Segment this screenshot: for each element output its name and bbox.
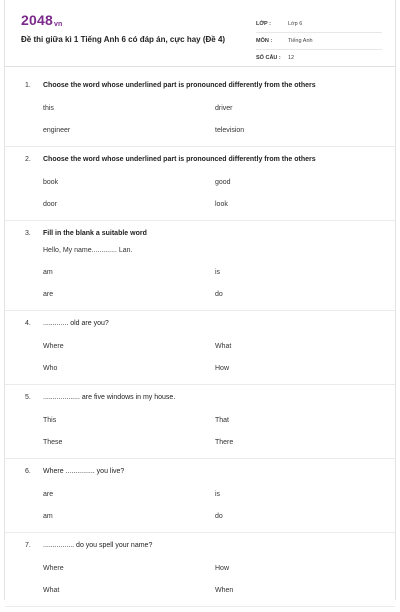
answer-option[interactable]: this <box>43 105 54 112</box>
question-list <box>5 78 395 612</box>
question-number: 7. <box>25 541 31 549</box>
question-number: 1. <box>25 81 31 89</box>
answer-options <box>5 172 395 216</box>
question-5 <box>5 390 395 459</box>
answer-option[interactable]: book <box>43 179 59 186</box>
answer-option[interactable]: is <box>215 491 221 498</box>
answer-option[interactable]: are <box>43 491 54 498</box>
site-logo[interactable] <box>21 12 63 28</box>
question-3 <box>5 226 395 311</box>
answer-option[interactable]: There <box>215 439 234 446</box>
answer-options <box>5 98 395 142</box>
question-header <box>5 464 395 478</box>
question-number: 3. <box>25 229 31 237</box>
meta-row-count <box>256 50 382 67</box>
answer-option[interactable]: am <box>43 269 53 276</box>
meta-value: 12 <box>288 55 295 61</box>
question-number: 2. <box>25 155 31 163</box>
answer-option[interactable]: do <box>215 291 223 298</box>
question-divider <box>5 384 395 385</box>
question-header <box>5 316 395 330</box>
question-divider <box>5 606 395 607</box>
answer-option[interactable]: What <box>43 587 60 594</box>
answer-option[interactable]: How <box>215 565 230 572</box>
document-page <box>4 0 396 600</box>
answer-option[interactable]: door <box>43 201 58 208</box>
answer-option[interactable]: look <box>215 201 228 208</box>
meta-label: MÔN : <box>256 38 273 44</box>
meta-value: Tiếng Anh <box>288 38 313 44</box>
answer-options <box>5 336 395 380</box>
meta-value: Lớp 6 <box>288 21 303 27</box>
answer-option[interactable]: That <box>215 417 230 424</box>
question-divider <box>5 146 395 147</box>
answer-option[interactable]: television <box>215 127 245 134</box>
header-divider <box>5 66 395 67</box>
answer-option[interactable]: Where <box>43 565 64 572</box>
question-text: Where ............... you live? <box>43 467 125 475</box>
answer-options <box>5 484 395 528</box>
question-1 <box>5 78 395 147</box>
question-header <box>5 152 395 166</box>
answer-option[interactable]: is <box>215 269 221 276</box>
question-7 <box>5 538 395 607</box>
meta-row-class <box>256 16 382 33</box>
question-number: 6. <box>25 467 31 475</box>
answer-option[interactable]: engineer <box>43 127 71 134</box>
logo-suffix: vn <box>53 21 63 28</box>
question-text: Choose the word whose underlined part is pronounced differently from the others <box>43 81 316 89</box>
document-header <box>5 0 395 66</box>
answer-option[interactable]: When <box>215 587 234 594</box>
question-divider <box>5 220 395 221</box>
answer-option[interactable]: am <box>43 513 53 520</box>
question-6 <box>5 464 395 533</box>
question-divider <box>5 458 395 459</box>
answer-option[interactable]: Where <box>43 343 64 350</box>
exam-meta <box>256 16 382 67</box>
answer-option[interactable]: good <box>215 179 231 186</box>
answer-options <box>5 410 395 454</box>
question-text: ................... are five windows in my house. <box>43 393 176 401</box>
answer-option[interactable]: How <box>215 365 230 372</box>
question-divider <box>5 310 395 311</box>
question-number: 4. <box>25 319 31 327</box>
question-number: 5. <box>25 393 31 401</box>
exam-title: Đề thi giữa kì 1 Tiếng Anh 6 có đáp án, cực hay (Đề 4) <box>21 35 226 44</box>
question-sentence: Hello, My name............. Lan. <box>43 247 133 254</box>
question-2 <box>5 152 395 221</box>
meta-label: LỚP : <box>256 21 271 27</box>
question-divider <box>5 532 395 533</box>
question-4 <box>5 316 395 385</box>
question-header <box>5 390 395 404</box>
answer-options <box>5 262 395 306</box>
answer-option[interactable]: driver <box>215 105 233 112</box>
question-header <box>5 538 395 552</box>
answer-option[interactable]: do <box>215 513 223 520</box>
question-header <box>5 78 395 92</box>
logo-text: 2048 <box>21 12 53 28</box>
question-header <box>5 226 395 240</box>
question-text: Choose the word whose underlined part is pronounced differently from the others <box>43 155 316 163</box>
answer-options <box>5 558 395 602</box>
answer-option[interactable]: Who <box>43 365 58 372</box>
answer-option[interactable]: This <box>43 417 57 424</box>
answer-option[interactable]: What <box>215 343 232 350</box>
answer-option[interactable]: are <box>43 291 54 298</box>
question-text: ............. old are you? <box>43 319 109 327</box>
answer-option[interactable]: These <box>43 439 63 446</box>
meta-row-subject <box>256 33 382 50</box>
question-text: ................ do you spell your name? <box>43 541 153 549</box>
question-text: Fill in the blank a suitable word <box>43 229 147 237</box>
meta-label: SỐ CÂU : <box>256 55 281 61</box>
